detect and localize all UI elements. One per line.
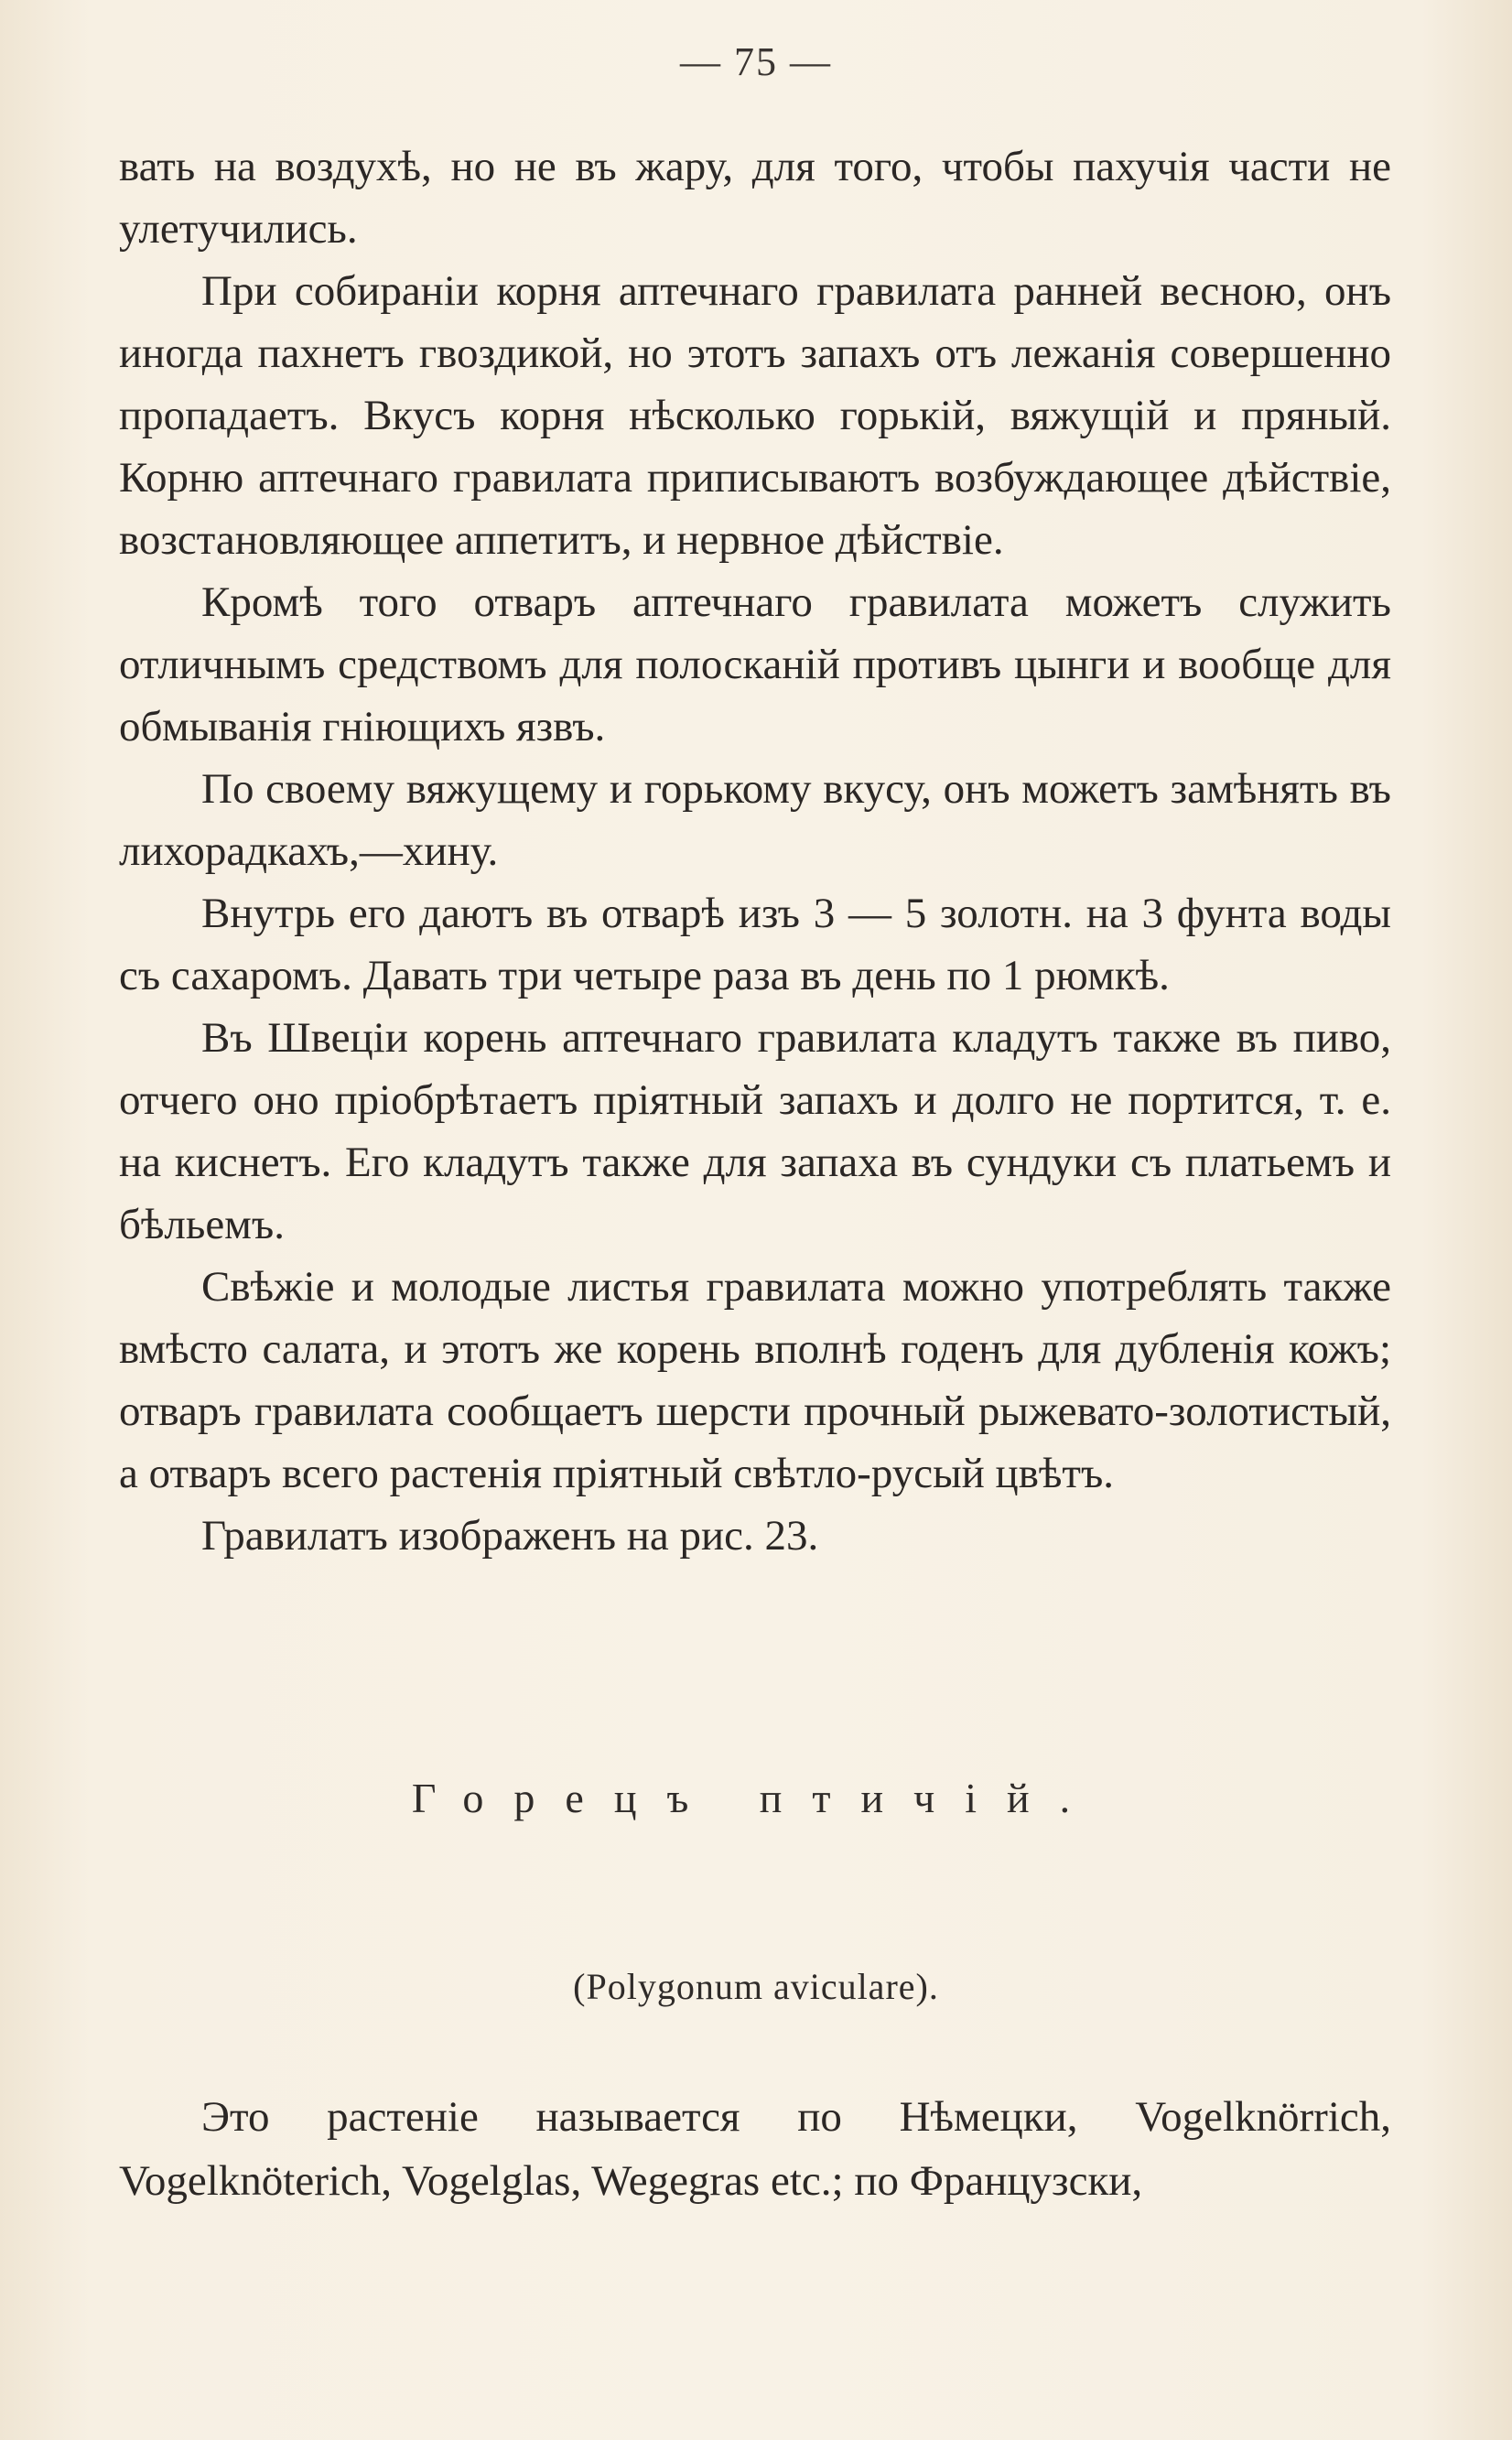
paragraph-fever: По своему вяжущему и горькому вкусу, онъ можетъ замѣнять въ лихорадкахъ,—хину. <box>119 765 1391 875</box>
paragraph-dosage: Внутрь его даютъ въ отварѣ изъ 3 — 5 золотн. на 3 фунта воды съ сахаромъ. Давать три четыре раза въ день по 1 рюмкѣ. <box>119 890 1391 999</box>
paragraph-leaves: Свѣжіе и молодые листья гравилата можно употреблять также вмѣсто салата, и этотъ же корень вполнѣ годенъ для дубленія кожъ; отваръ гравилата сообщаетъ шерсти прочный рыжевато-золотистый, а отваръ всего растенія пріятный свѣтло-русый цвѣтъ. <box>119 1263 1391 1497</box>
paragraph-root-smell: При собираніи корня аптечнаго гравилата ранней весною, онъ иногда пахнетъ гвоздикой, но этотъ запахъ отъ лежанія совершенно пропадаетъ. Вкусъ корня нѣсколько горькій, вяжущій и пряный. Корню аптечнаго гравилата приписываютъ возбуждающее дѣйствіе, возстановляющее аппетитъ, и нервное дѣйствіе. <box>119 267 1391 564</box>
paragraph-continuation: вать на воздухѣ, но не въ жару, для того, чтобы пахучія части не улетучились. <box>119 143 1391 253</box>
section-latin-name: (Polygonum aviculare). <box>573 1966 939 2007</box>
paragraph-decoction: Кромѣ того отваръ аптечнаго гравилата можетъ служить отличнымъ средствомъ для полосканій противъ цынги и вообще для обмыванія гніющихъ язвъ. <box>119 578 1391 750</box>
paragraph-figure-ref: Гравилатъ изображенъ на рис. 23. <box>201 1512 819 1560</box>
main-text <box>119 135 1391 1567</box>
section-intro-block <box>119 2085 1391 2213</box>
page-number: — 75 — <box>680 39 832 84</box>
section-title: Горецъ птичій. <box>411 1775 1101 1821</box>
paragraph-section-intro: Это растеніе называется по Нѣмецки, Vogelknörrich, Vogelknöterich, Vogelglas, Wegegras etc.; по Французски, <box>119 2093 1391 2205</box>
paragraph-sweden: Въ Швеціи корень аптечнаго гравилата кладутъ также въ пиво, отчего оно пріобрѣтаетъ пріятный запахъ и долго не портится, т. е. на киснетъ. Его кладутъ также для запаха въ сундуки съ платьемъ и бѣльемъ. <box>119 1014 1391 1248</box>
